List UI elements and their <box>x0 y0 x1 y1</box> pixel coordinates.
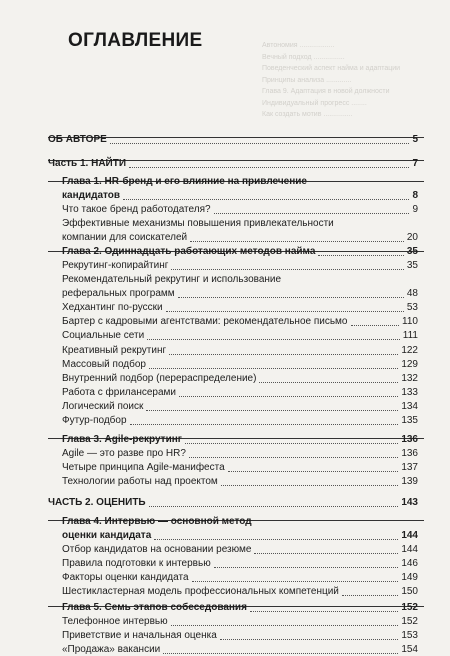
toc-entry-title: Глава 2. Одиннадцать работающих методов найма <box>62 246 316 257</box>
toc-entry-title: Бартер с кадровыми агентствами: рекомендательное письмо <box>62 316 348 327</box>
dot-leader <box>149 368 398 369</box>
toc-entry-page: 149 <box>401 572 418 583</box>
mirror-line: Глава 9. Адаптация в новой должности <box>262 88 390 95</box>
toc-entry-page: 129 <box>401 359 418 370</box>
dot-leader <box>190 241 404 242</box>
toc-entry-page: 144 <box>401 544 418 555</box>
mirror-line: Индивидуальный прогресс ........ <box>262 99 367 107</box>
toc-entry-page: 154 <box>401 644 418 655</box>
toc-entry-title: Правила подготовки к интервью <box>62 558 211 569</box>
toc-entry-title: ЧАСТЬ 2. ОЦЕНИТЬ <box>48 497 146 508</box>
toc-entry-title: Шестикластерная модель профессиональных компетенций <box>62 586 339 597</box>
toc-entry-page: 7 <box>412 158 418 169</box>
toc-entry[interactable] <box>0 175 450 188</box>
toc-entry[interactable] <box>0 189 450 202</box>
toc-entry-title: Хедхантинг по-русски <box>62 302 163 313</box>
toc-entry-title: кандидатов <box>62 190 121 201</box>
toc-entry[interactable] <box>0 217 450 230</box>
toc-entry-page: 144 <box>401 530 418 541</box>
toc-entry-page: 134 <box>401 401 418 412</box>
toc-entry-title: Четыре принципа Agile-манифеста <box>62 462 225 473</box>
dot-leader <box>351 325 399 326</box>
toc-entry-title: Рекрутинг-копирайтинг <box>62 260 169 271</box>
toc-entry-title: Внутренний подбор (перераспределение) <box>62 373 257 384</box>
dot-leader <box>129 167 409 168</box>
toc-entry-title: Agile — это разве про HR? <box>62 448 186 459</box>
dot-leader <box>123 199 409 200</box>
toc-entry-title: Футур-подбор <box>62 415 127 426</box>
toc-entry[interactable] <box>0 245 450 258</box>
toc-entry-page: 136 <box>401 434 418 445</box>
toc-entry-title: компании для соискателей <box>62 232 188 243</box>
dot-leader <box>154 539 398 540</box>
toc-entry-page: 137 <box>401 462 418 473</box>
mirror-line: Принципы анализа ............. <box>262 76 352 84</box>
mirror-line: Автономия .................. <box>262 42 335 49</box>
toc-entry[interactable] <box>0 643 450 656</box>
toc-entry[interactable] <box>0 529 450 542</box>
toc-entry-title: Что такое бренд работодателя? <box>62 204 211 215</box>
toc-entry[interactable] <box>0 461 450 474</box>
dot-leader <box>189 457 398 458</box>
dot-leader <box>166 311 404 312</box>
toc-entry-page: 152 <box>401 602 418 613</box>
toc-entry-title: Глава 3. Agile-рекрутинг <box>62 434 182 445</box>
toc-entry-title: Часть 1. НАЙТИ <box>48 158 127 169</box>
toc-entry-page: 136 <box>401 448 418 459</box>
toc-entry-page: 53 <box>406 302 418 313</box>
dot-leader <box>221 485 398 486</box>
toc-entry[interactable] <box>0 543 450 556</box>
page-title: ОГЛАВЛЕНИЕ <box>68 30 203 51</box>
toc-entry-page: 139 <box>401 476 418 487</box>
dot-leader <box>214 213 409 214</box>
toc-entry[interactable] <box>0 571 450 584</box>
dot-leader <box>220 639 398 640</box>
toc-entry-page: 111 <box>402 330 418 341</box>
toc-entry-page: 8 <box>412 190 418 201</box>
dot-leader <box>318 255 404 256</box>
dot-leader <box>185 443 398 444</box>
toc-entry-title: Глава 5. Семь этапов собеседования <box>62 602 247 613</box>
toc-entry-page: 35 <box>406 260 418 271</box>
toc-entry[interactable] <box>0 315 450 328</box>
toc-entry[interactable] <box>0 496 450 509</box>
dot-leader <box>254 553 398 554</box>
toc-entry[interactable] <box>0 557 450 570</box>
toc-entry-title: «Продажа» вакансии <box>62 644 161 655</box>
toc-entry-title: Эффективные механизмы повышения привлекательности <box>62 218 334 229</box>
mirror-line: Поведенческий аспект найма и адаптации <box>262 65 401 72</box>
toc-entry-title: Приветствие и начальная оценка <box>62 630 217 641</box>
toc-entry[interactable] <box>0 615 450 628</box>
toc-entry-title: Отбор кандидатов на основании резюме <box>62 544 252 555</box>
dot-leader <box>130 424 398 425</box>
toc-entry[interactable] <box>0 301 450 314</box>
toc-entry[interactable] <box>0 629 450 642</box>
toc-entry[interactable] <box>0 203 450 216</box>
toc-entry[interactable] <box>0 273 450 286</box>
toc-entry-page: 9 <box>412 204 418 215</box>
toc-entry[interactable] <box>0 344 450 357</box>
dot-leader <box>342 595 398 596</box>
dot-leader <box>169 354 398 355</box>
toc-entry-page: 122 <box>401 345 418 356</box>
toc-entry-title: Факторы оценки кандидата <box>62 572 189 583</box>
toc-entry-page: 133 <box>401 387 418 398</box>
toc-entry-page: 143 <box>401 497 418 508</box>
toc-entry[interactable] <box>0 157 450 170</box>
dot-leader <box>171 269 404 270</box>
toc-entry-title: Логический поиск <box>62 401 144 412</box>
toc-entry[interactable] <box>0 133 450 146</box>
toc-entry-title: Работа с фрилансерами <box>62 387 176 398</box>
dot-leader <box>110 143 409 144</box>
toc-entry-title: Глава 1. HR-бренд и его влияние на привлечение <box>62 176 307 187</box>
toc-entry-title: оценки кандидата <box>62 530 152 541</box>
toc-entry-page: 146 <box>401 558 418 569</box>
toc-entry[interactable] <box>0 358 450 371</box>
toc-entry-page: 35 <box>406 246 418 257</box>
dot-leader <box>149 506 398 507</box>
dot-leader <box>171 625 398 626</box>
toc-entry[interactable] <box>0 386 450 399</box>
dot-leader <box>178 297 404 298</box>
toc-entry[interactable] <box>0 414 450 427</box>
toc-entry-page: 153 <box>401 630 418 641</box>
toc-entry-title: Рекомендательный рекрутинг и использование <box>62 274 282 285</box>
toc-entry-title: Массовый подбор <box>62 359 146 370</box>
toc-entry-page: 5 <box>412 134 418 145</box>
toc-entry[interactable] <box>0 329 450 342</box>
toc-entry-title: реферальных программ <box>62 288 175 299</box>
dot-leader <box>214 567 398 568</box>
toc-entry[interactable] <box>0 475 450 488</box>
toc-entry[interactable] <box>0 433 450 446</box>
toc-entry[interactable] <box>0 447 450 460</box>
dot-leader <box>147 339 400 340</box>
toc-entry-page: 48 <box>406 288 418 299</box>
toc-entry[interactable] <box>0 400 450 413</box>
dot-leader <box>179 396 398 397</box>
toc-entry-page: 152 <box>401 616 418 627</box>
dot-leader <box>250 611 398 612</box>
toc-entry-page: 150 <box>401 586 418 597</box>
toc-entry[interactable] <box>0 585 450 598</box>
toc-entry-title: Телефонное интервью <box>62 616 168 627</box>
toc-entry-title: Технологии работы над проектом <box>62 476 218 487</box>
toc-entry[interactable] <box>0 287 450 300</box>
toc-entry-title: ОБ АВТОРЕ <box>48 134 107 145</box>
toc-entry-page: 110 <box>402 316 418 327</box>
toc-entry-title: Социальные сети <box>62 330 145 341</box>
toc-entry[interactable] <box>0 601 450 614</box>
mirror-line: Вечный подход ................ <box>262 53 345 61</box>
dot-leader <box>228 471 398 472</box>
toc-entry[interactable] <box>0 515 450 528</box>
toc-entry[interactable] <box>0 231 450 244</box>
toc-entry-title: Глава 4. Интервью — основной метод <box>62 516 252 527</box>
dot-leader <box>192 581 398 582</box>
toc-entry[interactable] <box>0 259 450 272</box>
toc-entry-title: Креативный рекрутинг <box>62 345 167 356</box>
dot-leader <box>146 410 398 411</box>
mirror-line: Как создать мотив ............... <box>262 111 353 118</box>
toc-entry-page: 132 <box>401 373 418 384</box>
toc-entry-page: 20 <box>406 232 418 243</box>
toc-entry-page: 135 <box>401 415 418 426</box>
dot-leader <box>259 382 398 383</box>
toc-entry[interactable] <box>0 372 450 385</box>
